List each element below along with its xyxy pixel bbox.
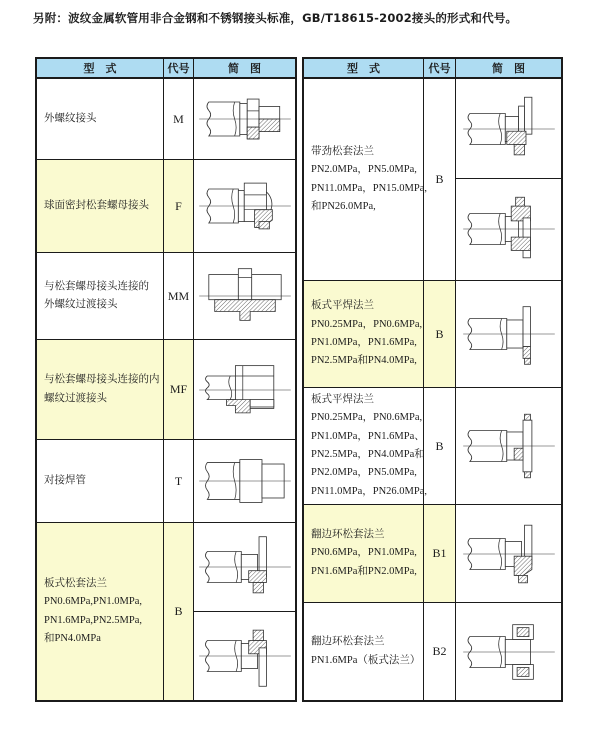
table-row [304,504,561,602]
left-table [35,57,297,702]
type-line: 翻边环松套法兰 [311,528,385,540]
header-type-cell: 型 式 [37,59,164,77]
header-code-cell: 代号 [424,59,456,77]
diagram-cell [456,505,561,602]
diagram-subcell [456,603,561,700]
diagram-cell [194,79,295,159]
fitting-tables [35,57,563,702]
code-cell: MF [164,340,194,439]
diagram-subcell [456,281,561,387]
diagram-cell [194,340,295,439]
code-cell: B [424,388,456,504]
diagram-subcell [456,388,561,504]
diagram-subcell [456,178,561,279]
table-header-row [37,59,295,79]
male-male-adapter-diagram [197,260,293,332]
diagram-cell [456,388,561,504]
diagram-cell [456,281,561,387]
table-row [37,522,295,700]
code-cell: M [164,79,194,159]
code-cell: B1 [424,505,456,602]
type-line: PN0.6MPa,PN1.0MPa, [44,596,143,608]
flat-weld-flange-diagram [461,298,557,370]
diagram-subcell [194,160,295,252]
male-thread-fitting-diagram [197,83,293,155]
diagram-cell [194,253,295,339]
type-line: PN1.0MPa，PN1.6MPa, [311,337,417,348]
plate-loose-flange-up-diagram [197,531,293,603]
type-cell [304,79,428,280]
header-diagram-cell: 简 图 [228,63,261,75]
header-type-cell: 型 式 [304,59,424,77]
flat-weld-flange-sym-diagram [461,410,557,482]
type-cell [37,253,164,339]
diagram-subcell [194,440,295,522]
type-line: PN1.6MPa,PN2.5MPa, [44,614,143,626]
type-line: PN2.5MPa和PN4.0MPa, [311,355,417,367]
type-cell [304,281,424,387]
type-line: PN0.25MPa，PN0.6MPa, [311,412,423,424]
diagram-subcell [456,505,561,602]
diagram-cell [456,79,561,280]
type-line: 外螺纹接头 [44,112,97,124]
diagram-cell [194,160,295,252]
type-line: 球面密封松套螺母接头 [44,199,149,211]
type-line: 和PN4.0MPa [44,632,101,644]
type-line: PN1.6MPa（板式法兰） [311,654,421,666]
type-line: PN11.0MPa，PN15.0MPa, [311,182,428,194]
diagram-subcell [194,253,295,339]
type-line: 对接焊管 [44,474,86,486]
type-cell [304,505,424,602]
code-cell: T [164,440,194,522]
code-cell: B [164,523,194,700]
diagram-subcell [194,611,295,700]
diagram-cell [194,523,295,700]
table-row [304,280,561,387]
type-line: 板式松套法兰 [44,577,107,589]
type-line: PN11.0MPa，PN26.0MPa, [311,485,428,497]
type-cell [37,160,164,252]
type-cell [304,388,428,504]
neck-loose-flange-down-diagram [461,193,557,265]
type-line: 板式平焊法兰 [311,393,374,405]
type-line: 与松套螺母接头连接的内 [44,374,160,386]
type-cell [37,79,164,159]
type-cell [37,523,164,700]
code-cell: B2 [424,603,456,700]
code-cell: B [424,79,456,280]
type-line: PN1.6MPa和PN2.0MPa, [311,565,417,577]
type-line: PN2.0MPa，PN5.0MPa, [311,467,417,479]
type-line: 螺纹过渡接头 [44,392,107,404]
type-line: 外螺纹过渡接头 [44,299,118,310]
plate-loose-flange-down-diagram [197,620,293,692]
table-row [37,339,295,439]
table-row [37,439,295,522]
type-line: PN1.0MPa，PN1.6MPa、 [311,430,425,442]
diagram-subcell [194,523,295,611]
table-row [304,602,561,700]
type-line: 带劲松套法兰 [311,145,374,157]
code-cell: MM [164,253,194,339]
code-cell: F [164,160,194,252]
diagram-cell [194,440,295,522]
type-line: PN2.0MPa，PN5.0MPa, [311,164,417,176]
flanged-ring-loose-flange-diagram [461,518,557,590]
male-female-adapter-diagram [197,354,293,426]
type-line: 和PN26.0MPa, [311,200,376,212]
butt-weld-pipe-diagram [197,445,293,517]
neck-loose-flange-up-diagram [461,93,557,165]
diagram-subcell [456,79,561,178]
diagram-subcell [194,340,295,439]
diagram-cell [456,603,561,700]
type-line: PN0.6MPa，PN1.0MPa, [311,547,417,559]
type-cell [37,340,164,439]
diagram-subcell [194,79,295,159]
type-line: 板式平焊法兰 [311,300,374,312]
sphere-seal-loose-nut-fitting-diagram [197,170,293,242]
type-cell [304,603,424,700]
table-row [37,159,295,252]
table-row [304,79,561,280]
header-code-cell: 代号 [164,59,194,77]
right-table [302,57,563,702]
table-row [37,252,295,339]
header-diagram-cell: 简 图 [492,63,525,75]
type-line: 翻边环松套法兰 [311,636,385,648]
table-header-row [304,59,561,79]
type-cell [37,440,164,522]
type-line: 与松套螺母接头连接的 [44,280,149,292]
table-row [37,79,295,159]
flanged-ring-plate-flange-diagram [461,616,557,688]
code-cell: B [424,281,456,387]
table-row [304,387,561,504]
type-line: PN2.5MPa，PN4.0MPa和 [311,449,425,460]
type-line: PN0.25MPa，PN0.6MPa, [311,318,423,330]
page-title: 另附：波纹金属软管用非合金钢和不锈钢接头标准，GB/T18615-2002接头的形式和代号。 [33,11,518,25]
